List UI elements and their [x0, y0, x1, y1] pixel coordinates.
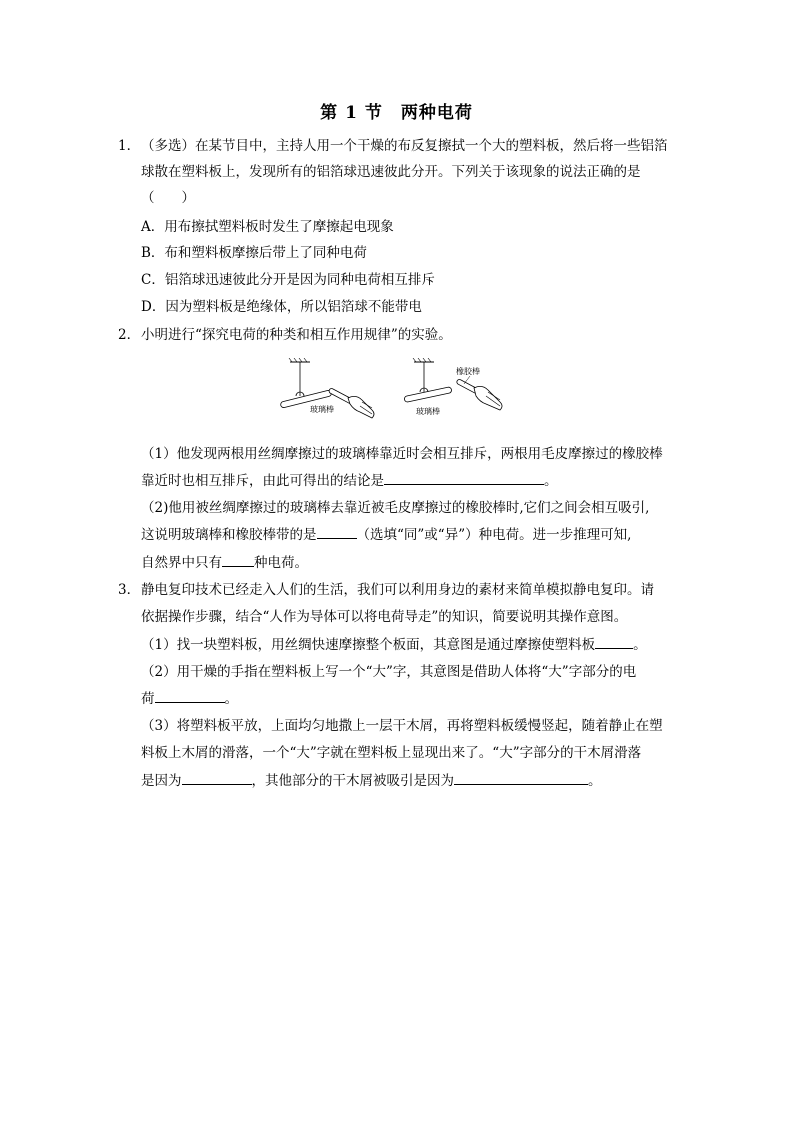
q1-option-b: B．布和塑料板摩擦后带上了同种电荷: [141, 245, 367, 261]
q3-part1-line: [141, 634, 647, 655]
q3-part2-line2: [141, 688, 238, 709]
q1-stem-line2: 球散在塑料板上，发现所有的铝箔球迅速彼此分开。下列关于该现象的说法正确的是: [141, 164, 641, 180]
q3-part2-end: 。: [224, 691, 238, 707]
q3-part3-line1: （3）将塑料板平放，上面均匀地撒上一层干木屑，再将塑料板缓慢竖起，随着静止在塑: [141, 718, 663, 734]
right-setup: [404, 358, 502, 410]
q1-stem-line3: （ ）: [141, 190, 195, 206]
q2-part1-end: 。: [544, 473, 558, 489]
q2-part1-line2: [141, 470, 558, 491]
q1-option-a: A．用布擦拭塑料板时发生了摩擦起电现象: [141, 219, 394, 235]
q3-part1-end: 。: [633, 637, 647, 653]
q2-part2-text-cont: （选填“同”或“异”）种电荷。进一步推理可知,: [356, 527, 632, 543]
q3-part3-text: 是因为: [141, 773, 182, 789]
q2-stem: 小明进行“探究电荷的种类和相互作用规律”的实验。: [141, 327, 452, 343]
q3-part2-answer-blank[interactable]: [155, 688, 225, 703]
figure-label-glass-rod-left: 玻璃棒: [310, 405, 334, 414]
q2-part2-text-2: 自然界中只有: [141, 555, 222, 571]
q2-number: 2．: [118, 327, 141, 343]
q2-part2-end: 种电荷。: [254, 555, 308, 571]
q2-part1-line1: （1）他发现两根用丝绸摩擦过的玻璃棒靠近时会相互排斥，两根用毛皮摩擦过的橡胶棒: [141, 446, 663, 462]
q3-number: 3．: [118, 582, 141, 598]
q3-part3-text-mid: ，其他部分的干木屑被吸引是因为: [251, 773, 454, 789]
q3-part3-line3: [141, 770, 602, 791]
q2-part2-answer-blank-2[interactable]: [222, 552, 254, 567]
q1-stem-line1: （多选）在某节目中，主持人用一个干燥的布反复擦拭一个大的塑料板，然后将一些铝箔: [141, 138, 668, 154]
q2-part2-line2: [141, 524, 631, 545]
q3-part1-answer-blank[interactable]: [595, 634, 633, 649]
figure-label-rubber-rod: 橡胶棒: [456, 367, 480, 376]
q3-part3-end: 。: [588, 773, 602, 789]
q2-part2-line1: （2)他用被丝绸摩擦过的玻璃棒去靠近被毛皮摩擦过的橡胶棒时,它们之间会相互吸引,: [141, 500, 650, 516]
q2-part2-line3: [141, 552, 308, 573]
q1-option-c: C．铝箔球迅速彼此分开是因为同种电荷相互排斥: [141, 272, 435, 288]
q2-part2-text: 这说明玻璃棒和橡胶棒带的是: [141, 527, 317, 543]
q3-part1-text: （1）找一块塑料板，用丝绸快速摩擦整个板面，其意图是通过摩擦使塑料板: [141, 637, 596, 653]
q1-number: 1．: [118, 138, 141, 154]
figure-label-glass-rod-right: 玻璃棒: [416, 407, 440, 416]
q3-part2-text: 荷: [141, 691, 155, 707]
q3-stem-line2: 依据操作步骤，结合“人作为导体可以将电荷导走”的知识，简要说明其操作意图。: [141, 609, 628, 625]
section-title: 第 1 节 两种电荷: [320, 103, 473, 123]
q1-option-d: D．因为塑料板是绝缘体，所以铝箔球不能带电: [141, 299, 422, 315]
q2-part2-answer-blank-1[interactable]: [317, 524, 357, 539]
q3-part3-answer-blank-2[interactable]: [454, 770, 588, 785]
q2-part1-answer-blank[interactable]: [384, 470, 544, 485]
q3-part3-line2: 料板上木屑的滑落，一个“大”字就在塑料板上显现出来了。“大”字部分的干木屑滑落: [141, 745, 642, 761]
q3-part3-answer-blank-1[interactable]: [182, 770, 252, 785]
q2-part1-text: 靠近时也相互排斥，由此可得出的结论是: [141, 473, 384, 489]
q3-stem-line1: 静电复印技术已经走入人们的生活，我们可以利用身边的素材来简单模拟静电复印。请: [141, 582, 654, 598]
q3-part2-line1: （2）用干燥的手指在塑料板上写一个“大”字，其意图是借助人体将“大”字部分的电: [141, 664, 637, 680]
experiment-figure: [276, 358, 526, 428]
